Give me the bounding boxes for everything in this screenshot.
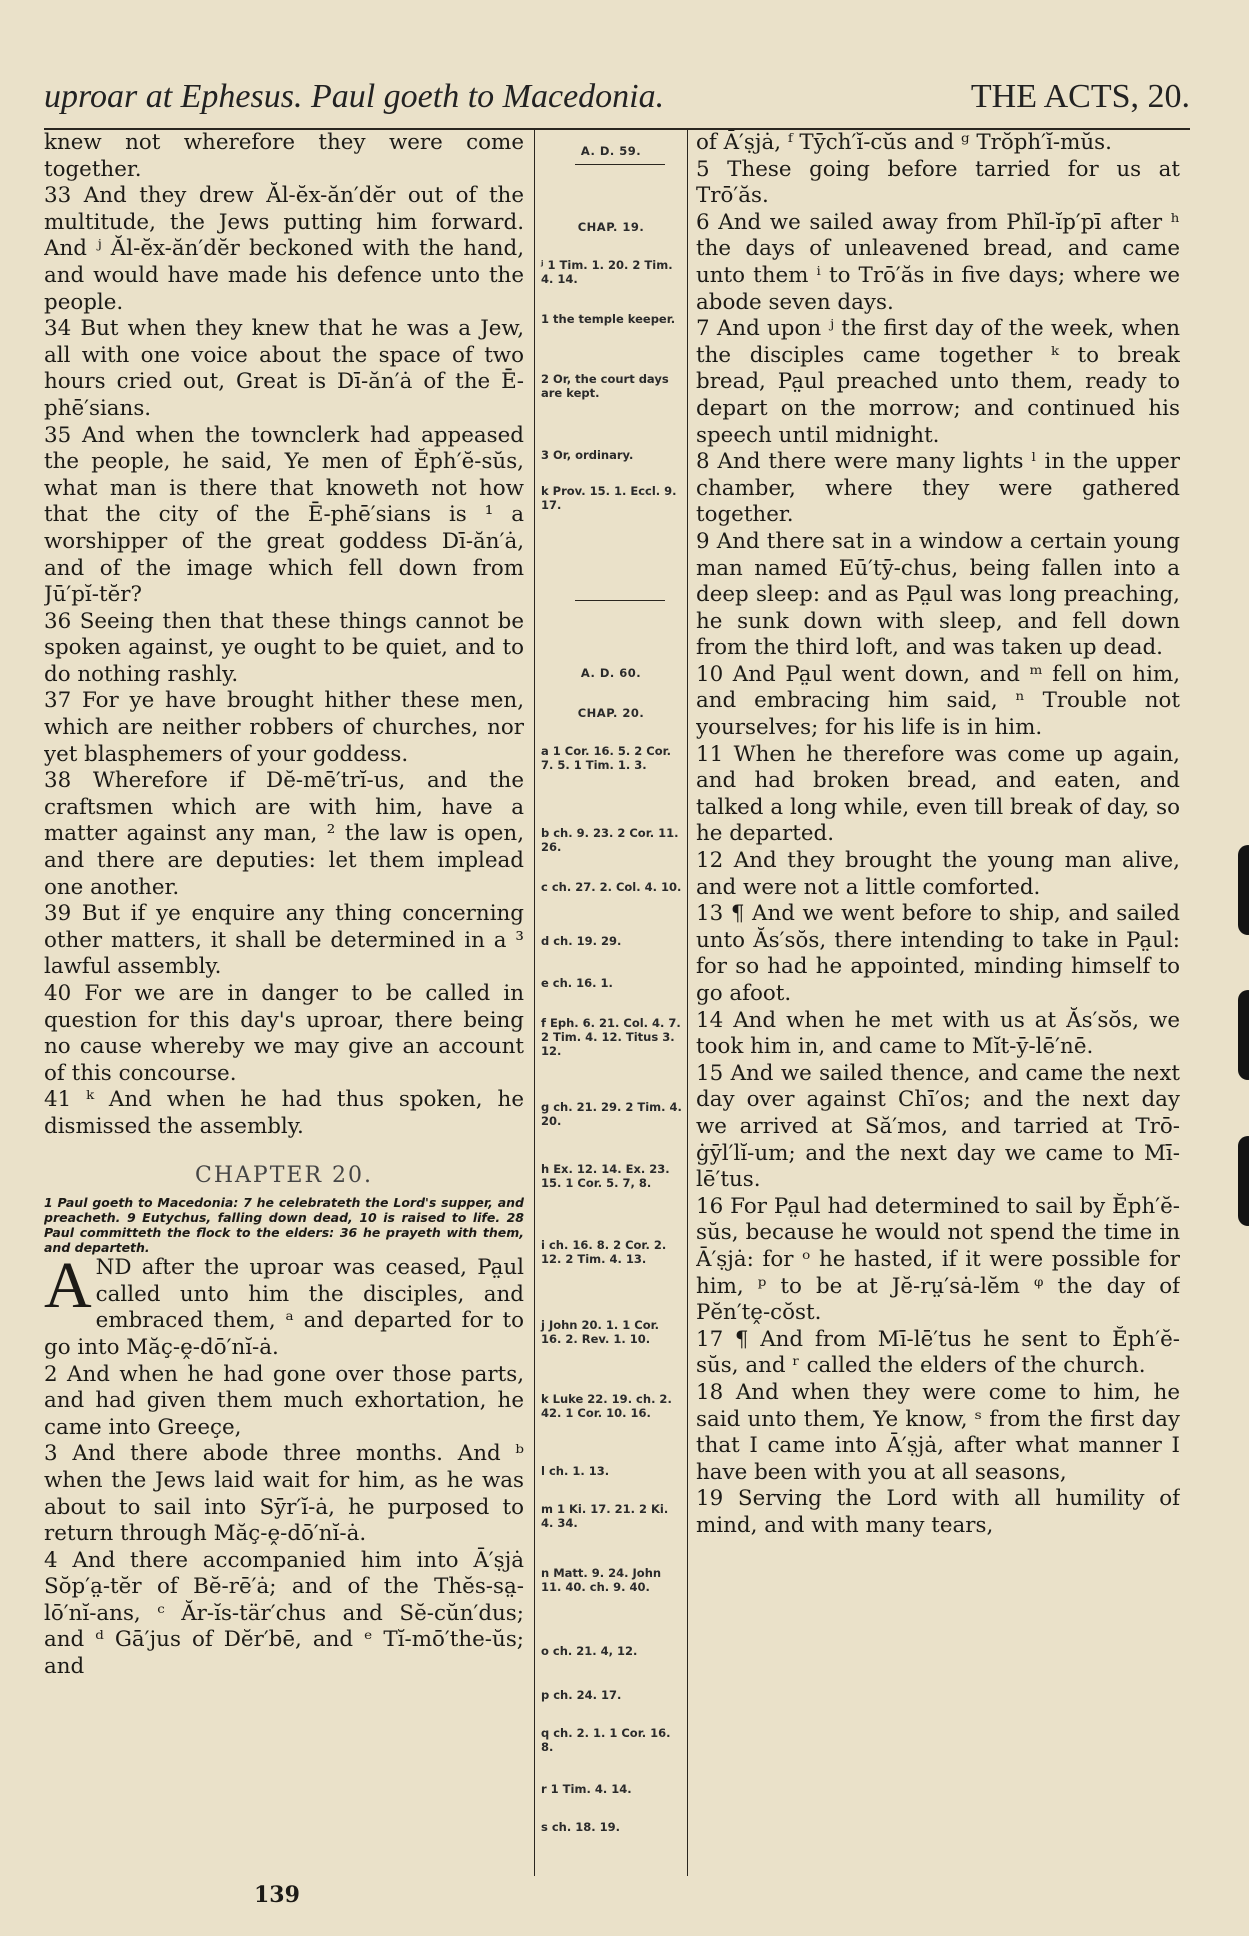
verse-paragraph: 36 Seeing then that these things cannot be spoken against, ye ought to be quiet, and to do nothing rashly.: [44, 608, 524, 687]
verse-paragraph: 12 And they brought the young man alive, and were not a little comforted.: [696, 848, 1180, 900]
divider: [575, 164, 665, 165]
left-text-column: [44, 130, 524, 1876]
center-reference-column: [534, 130, 688, 1876]
drop-cap: A: [44, 1249, 92, 1323]
chapter-label: CHAP. 20.: [577, 706, 645, 720]
margin-note: j John 20. 1. 1 Cor. 16. 2. Rev. 1. 10.: [541, 1318, 659, 1346]
verse-paragraph: 13 ¶ And we went before to ship, and sailed unto Ăs′sŏs, there intending to take in Pa̤ul: for so had he appointed, minding himself to go afoot.: [696, 901, 1180, 1006]
margin-note: k Prov. 15. 1. Eccl. 9. 17.: [541, 484, 677, 512]
margin-note: 3 Or, ordinary.: [541, 448, 634, 462]
verse-text: ND after the uproar was ceased, Pa̤ul called unto him the disciples, and embraced them, ᵃ and departed for to go into Măç-ḙ-dō′nĭ-ȧ.: [44, 1255, 524, 1360]
verse-paragraph: 4 And there accompanied him into Ā′ṣjȧ Sŏp′a̤-tĕr of Bĕ-rē′ȧ; and of the Thĕs-sa̤-lō′nĭ-ans, ᶜ Ăr-ĭs-tär′chus and Sĕ-cŭn′dus; and ᵈ Gā′jus of Dĕr′bē, and ᵉ Tĭ-mō′the-ŭs; and: [44, 1547, 524, 1680]
verse-paragraph: 33 And they drew Ăl-ĕx-ăn′dĕr out of the multitude, the Jews putting him forward. And ʲ Ăl-ĕx-ăn′dĕr beckoned with the hand, and would have made his defence unto the people.: [44, 183, 524, 315]
margin-note: f Eph. 6. 21. Col. 4. 7. 2 Tim. 4. 12. Titus 3. 12.: [541, 1016, 681, 1058]
margin-note: ʲ 1 Tim. 1. 20. 2 Tim. 4. 14.: [541, 258, 673, 286]
header-book-chapter: THE ACTS, 20.: [970, 78, 1190, 115]
margin-note: i ch. 16. 8. 2 Cor. 2. 12. 2 Tim. 4. 13.: [541, 1238, 667, 1266]
margin-note: s ch. 18. 19.: [541, 1820, 620, 1834]
chapter-summary: 1 Paul goeth to Macedonia: 7 he celebrateth the Lord's supper, and preacheth. 9 Eutychus, falling down dead, 10 is raised to life. 28 Paul committeth the flock to the elders: 36 he prayeth with them, and departeth.: [44, 1195, 524, 1256]
margin-note: 2 Or, the court days are kept.: [541, 372, 669, 400]
verse-paragraph: 8 And there were many lights ˡ in the upper chamber, where they were gathered together.: [696, 449, 1180, 528]
verse-paragraph: 11 When he therefore was come up again, and had broken bread, and eaten, and talked a long while, even till break of day, so he departed.: [696, 741, 1180, 847]
header-topic: uproar at Ephesus. Paul goeth to Macedonia.: [44, 78, 665, 115]
margin-note: d ch. 19. 29.: [541, 934, 622, 948]
verse-paragraph: 38 Wherefore if Dĕ-mē′trĭ-us, and the craftsmen which are with him, have a matter against any man, ² the law is open, and there are deputies: let them implead one another.: [44, 768, 524, 900]
thumb-index-tab: [1238, 845, 1249, 935]
page-number: 139: [254, 1882, 300, 1908]
verse-paragraph: 2 And when he had gone over those parts, and had given them much exhortation, he came into Greeçe,: [44, 1361, 524, 1440]
verse-paragraph: 35 And when the townclerk had appeased the people, he said, Ye men of Ĕph′ĕ-sŭs, what man is there that knoweth not how that the city of the Ē-phē′sians is ¹ a worshipper of the great goddess Dī-ăn′ȧ, and of the image which fell down from Jū′pĭ-tĕr?: [44, 422, 524, 608]
thumb-index-tab: [1238, 990, 1249, 1080]
margin-note: e ch. 16. 1.: [541, 976, 613, 990]
divider: [575, 600, 665, 601]
margin-note: p ch. 24. 17.: [541, 1688, 622, 1702]
thumb-index-tab: [1238, 1136, 1249, 1226]
margin-note: h Ex. 12. 14. Ex. 23. 15. 1 Cor. 5. 7, 8.: [541, 1162, 670, 1190]
verse-paragraph: 39 But if ye enquire any thing concerning other matters, it shall be determined in a ³ lawful assembly.: [44, 901, 524, 980]
margin-note: l ch. 1. 13.: [541, 1464, 610, 1478]
margin-note: q ch. 2. 1. 1 Cor. 16. 8.: [541, 1726, 671, 1754]
year-label: A. D. 59.: [580, 144, 642, 158]
year-label: A. D. 60.: [580, 666, 642, 680]
verse-paragraph: 34 But when they knew that he was a Jew, all with one voice about the space of two hours cried out, Great is Dī-ăn′ȧ of the Ē-phē′sians.: [44, 316, 524, 421]
chapter-label: CHAP. 19.: [577, 220, 645, 234]
running-header: [44, 74, 1190, 130]
margin-note: m 1 Ki. 17. 21. 2 Ki. 4. 34.: [541, 1502, 669, 1530]
verse-paragraph: knew not wherefore they were come together.: [44, 130, 524, 182]
verse-paragraph: 40 For we are in danger to be called in question for this day's uproar, there being no cause whereby we may give an account of this concourse.: [44, 981, 524, 1086]
verse-paragraph: 17 ¶ And from Mī-lē′tus he sent to Ĕph′ĕ-sŭs, and ʳ called the elders of the church.: [696, 1326, 1180, 1379]
verse-paragraph: 19 Serving the Lord with all humility of mind, and with many tears,: [696, 1486, 1180, 1538]
chapter-title: CHAPTER 20.: [195, 1162, 373, 1188]
verse-paragraph: 9 And there sat in a window a certain young man named Eū′tȳ-chus, being fallen into a deep sleep: and as Pa̤ul was long preaching, he sunk down with sleep, and fell down from the third loft, and was taken up dead.: [696, 528, 1180, 661]
margin-note: k Luke 22. 19. ch. 2. 42. 1 Cor. 10. 16.: [541, 1392, 672, 1420]
margin-note: c ch. 27. 2. Col. 4. 10.: [541, 880, 682, 894]
margin-note: n Matt. 9. 24. John 11. 40. ch. 9. 40.: [541, 1566, 662, 1594]
right-text-column: [696, 130, 1180, 1876]
verse-paragraph: 6 And we sailed away from Phĭl-ĭp′pī after ʰ the days of unleavened bread, and came unto them ⁱ to Trō′ăs in five days; where we abode seven days.: [696, 209, 1180, 315]
verse-paragraph: 15 And we sailed thence, and came the next day over against Chī′os; and the next day we arrived at Să′mos, and tarried at Trō-ġȳl′lĭ-um; and the next day we came to Mī-lē′tus.: [696, 1060, 1180, 1193]
verse-paragraph: 14 And when he met with us at Ăs′sŏs, we took him in, and came to Mĭt-ȳ-lē′nē.: [696, 1007, 1180, 1060]
verse-paragraph: 10 And Pa̤ul went down, and ᵐ fell on him, and embracing him said, ⁿ Trouble not yourselves; for his life is in him.: [696, 661, 1180, 741]
verse-paragraph: 37 For ye have brought hither these men, which are neither robbers of churches, nor yet blasphemers of your goddess.: [44, 688, 524, 767]
verse-paragraph: 7 And upon ʲ the first day of the week, when the disciples came together ᵏ to break bread, Pa̤ul preached unto them, ready to depart on the morrow; and continued his speech until midnight.: [696, 316, 1180, 448]
verse-paragraph: 18 And when they were come to him, he said unto them, Ye know, ˢ from the first day that I came into Ā′ṣjȧ, after what manner I have been with you at all seasons,: [696, 1379, 1180, 1485]
margin-note: 1 the temple keeper.: [541, 312, 676, 326]
margin-note: o ch. 21. 4, 12.: [541, 1644, 638, 1658]
verse-paragraph: 3 And there abode three months. And ᵇ when the Jews laid wait for him, as he was about to sail into Sȳr′ĭ-ȧ, he purposed to return through Măç-ḙ-dō′nĭ-ȧ.: [44, 1441, 524, 1547]
margin-note: b ch. 9. 23. 2 Cor. 11. 26.: [541, 826, 679, 854]
verse-paragraph: of Ā′ṣjȧ, ᶠ Tȳch′ĭ-cŭs and ᵍ Trŏph′ĭ-mŭs.: [696, 130, 1112, 155]
verse-paragraph: 41 ᵏ And when he had thus spoken, he dismissed the assembly.: [44, 1087, 524, 1139]
verse-paragraph-first: [44, 1249, 524, 1361]
margin-note: g ch. 21. 29. 2 Tim. 4. 20.: [541, 1100, 682, 1128]
margin-note: a 1 Cor. 16. 5. 2 Cor. 7. 5. 1 Tim. 1. 3.: [541, 744, 672, 772]
verse-paragraph: 16 For Pa̤ul had determined to sail by Ĕph′ĕ-sŭs, because he would not spend the time in Ā′ṣjȧ: for ᵒ he hasted, if it were possible for him, ᵖ to be at Jĕ-rṳ′sȧ-lĕm ᵠ the day of Pĕn′tḙ-cŏst.: [696, 1193, 1180, 1326]
verse-paragraph: 5 These going before tarried for us at Trō′ăs.: [696, 156, 1180, 209]
margin-note: r 1 Tim. 4. 14.: [541, 1782, 632, 1796]
